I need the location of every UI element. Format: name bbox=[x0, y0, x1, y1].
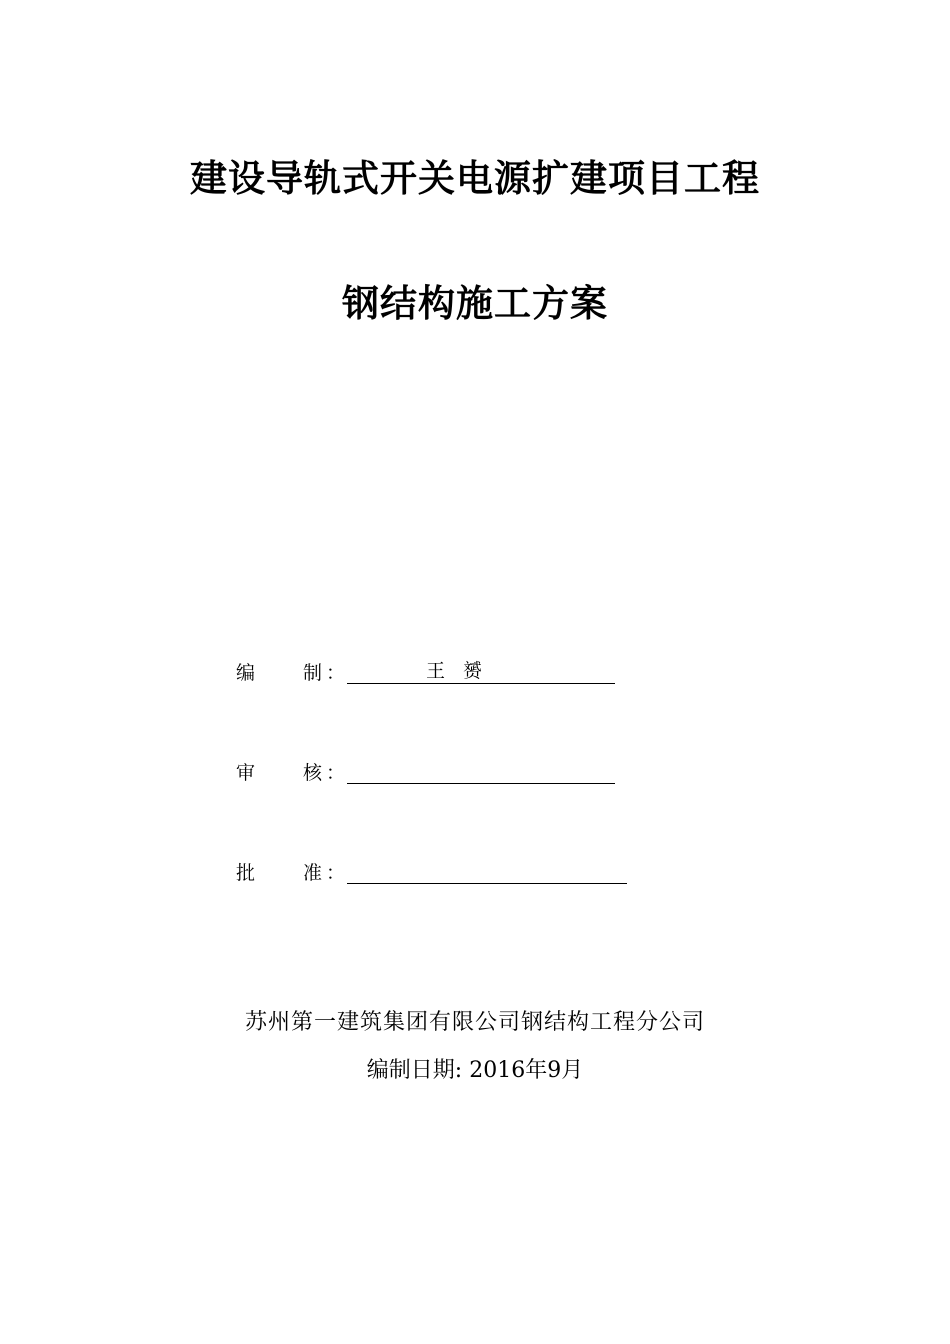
company-name: 苏州第一建筑集团有限公司钢结构工程分公司 bbox=[244, 1010, 705, 1035]
compiler-name: 王赟 bbox=[426, 660, 501, 682]
approver-label-char2: 准 bbox=[303, 862, 323, 884]
compiler-label-char2: 制 bbox=[303, 662, 323, 684]
reviewer-signature-line bbox=[347, 783, 615, 784]
compiler-colon: ： bbox=[326, 662, 346, 684]
compile-date: 编制日期: 2016年9月 bbox=[366, 1058, 584, 1083]
document-title-line1: 建设导轨式开关电源扩建项目工程 bbox=[190, 157, 760, 200]
reviewer-label-char2: 核 bbox=[303, 762, 323, 784]
reviewer-label-char1: 审 bbox=[236, 762, 256, 784]
approver-label-char1: 批 bbox=[236, 862, 256, 884]
approver-colon: ： bbox=[326, 862, 346, 884]
reviewer-colon: ： bbox=[326, 762, 346, 784]
document-title-line2: 钢结构施工方案 bbox=[342, 282, 608, 325]
compiler-label-char1: 编 bbox=[236, 662, 256, 684]
approver-signature-line bbox=[347, 883, 627, 884]
